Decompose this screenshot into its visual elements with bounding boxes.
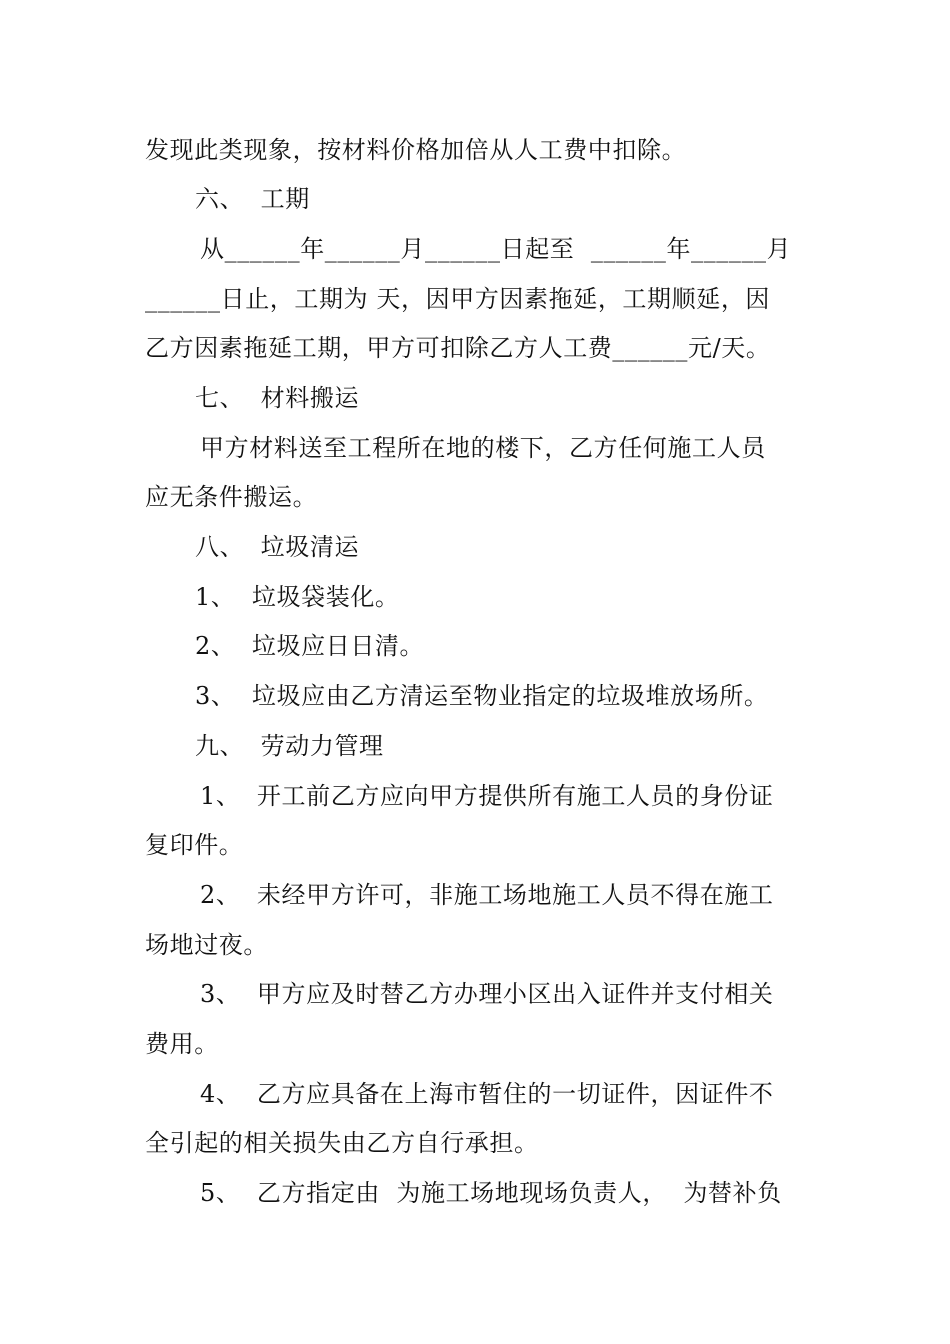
section-heading-8: 八、 垃圾清运 bbox=[195, 533, 360, 561]
paragraph-line-5: 乙方因素拖延工期，甲方可扣除乙方人工费______元/天。 bbox=[145, 334, 771, 362]
list-item-8-2: 2、 垃圾应日日清。 bbox=[195, 632, 425, 660]
paragraph-line-1: 发现此类现象，按材料价格加倍从人工费中扣除。 bbox=[145, 136, 687, 164]
list-item-9-4: 4、 乙方应具备在上海市暂住的一切证件，因证件不 bbox=[200, 1080, 774, 1108]
section-heading-6: 六、 工期 bbox=[195, 185, 310, 213]
list-item-9-1-cont: 复印件。 bbox=[145, 831, 244, 859]
list-item-9-2: 2、 未经甲方许可，非施工场地施工人员不得在施工 bbox=[200, 881, 774, 909]
section-heading-7: 七、 材料搬运 bbox=[195, 384, 360, 412]
paragraph-line-7: 甲方材料送至工程所在地的楼下，乙方任何施工人员 bbox=[200, 434, 766, 462]
paragraph-line-8: 应无条件搬运。 bbox=[145, 483, 318, 511]
list-item-8-1: 1、 垃圾袋装化。 bbox=[195, 583, 400, 611]
list-item-9-5: 5、 乙方指定由 为施工场地现场负责人， 为替补负 bbox=[200, 1179, 782, 1207]
section-heading-9: 九、 劳动力管理 bbox=[195, 732, 384, 760]
list-item-9-3: 3、 甲方应及时替乙方办理小区出入证件并支付相关 bbox=[200, 980, 774, 1008]
paragraph-line-4: ______日止，工期为 天，因甲方因素拖延，工期顺延，因 bbox=[145, 285, 771, 313]
list-item-9-2-cont: 场地过夜。 bbox=[145, 931, 268, 959]
list-item-9-3-cont: 费用。 bbox=[145, 1030, 219, 1058]
list-item-8-3: 3、 垃圾应由乙方清运至物业指定的垃圾堆放场所。 bbox=[195, 682, 769, 710]
list-item-9-1: 1、 开工前乙方应向甲方提供所有施工人员的身份证 bbox=[200, 782, 774, 810]
list-item-9-4-cont: 全引起的相关损失由乙方自行承担。 bbox=[145, 1129, 539, 1157]
paragraph-line-3: 从______年______月______日起至 ______年______月 bbox=[200, 235, 792, 263]
